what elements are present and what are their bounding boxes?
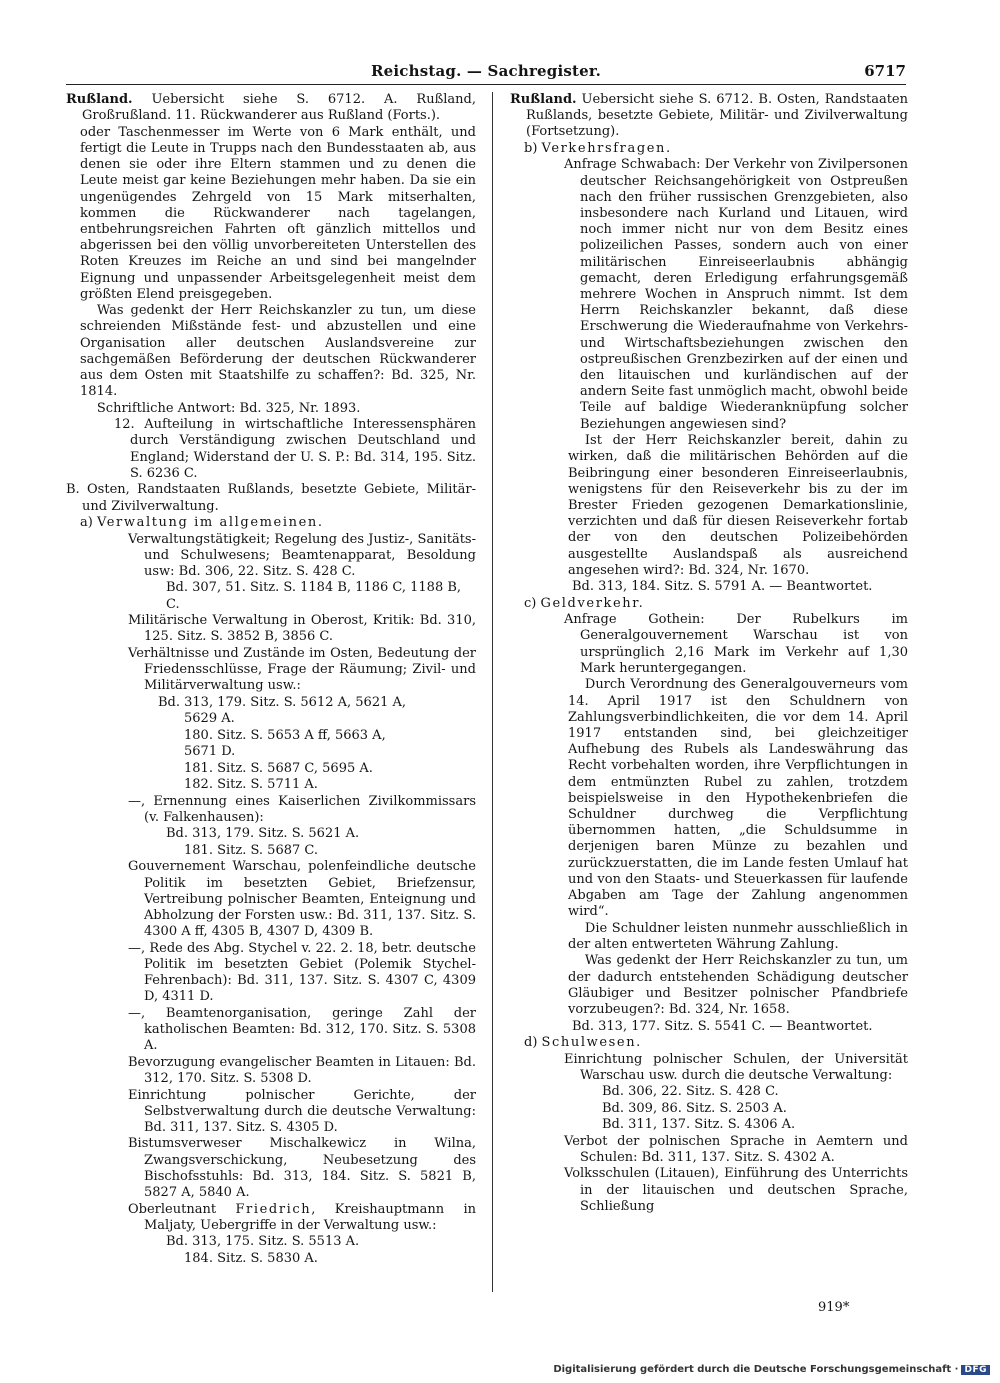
index-entry: 181. Sitz. S. 5687 C. (184, 842, 319, 858)
index-entry: Bistumsverweser Mischalkewicz in Wilna, Zwangsverschickung, Neubesetzung des Bischofsstuhls: Bd. 313, 184. Sitz. S. 5821 B, 5827 A, 5840 A. (128, 1136, 476, 1201)
page-number: 6717 (864, 62, 906, 80)
footer-text: Digitalisierung gefördert durch die Deutsche Forschungsgemeinschaft · (553, 1364, 959, 1375)
index-entry: 181. Sitz. S. 5687 C, 5695 A. (184, 760, 373, 776)
column-divider (492, 92, 493, 1292)
signature-mark: 919* (818, 1300, 850, 1315)
index-entry: Durch Verordnung des Generalgouverneurs vom 14. April 1917 ist den Schuldnern von Zahlungsverbindlichkeiten, die vor dem 14. April 1917 entstanden sind, bei gleichzeitiger Aufhebung des Rubels als Landeswährung das Recht vorbehalten worden, ihre Verpflichtungen in dem entmünzten Rubel zu zahlen, trotzdem beispielsweise in den Hypothekenbriefen die Schuldner durchweg die Verpflichtung übernommen hatten, „die Schuldsumme in derjenigen baren Münze zu bezahlen und zurückzuerstatten, die im Lande festen Umlauf hat und von den Staats- und Steuerkassen für laufende Abgaben am Tage der Zahlung angenommen wird“. (568, 677, 908, 920)
index-entry: Bd. 313, 175. Sitz. S. 5513 A. (166, 1234, 360, 1250)
index-entry: Militärische Verwaltung in Oberost, Kritik: Bd. 310, 125. Sitz. S. 3852 B, 3856 C. (128, 613, 476, 645)
index-entry: 182. Sitz. S. 5711 A. (184, 777, 318, 793)
index-entry: B. Osten, Randstaaten Rußlands, besetzte Gebiete, Militär- und Zivilverwaltung. (66, 482, 476, 514)
index-entry: Was gedenkt der Herr Reichskanzler zu tun, um diese schreienden Mißstände fest- und abzustellen und eine Organisation aller deutschen Auslandsvereine zur sachgemäßen Beförderung der deutschen Rückwanderer aus dem Osten mit Staatshilfe zu schaffen?: Bd. 325, Nr. 1814. (80, 303, 476, 400)
index-entry: c) Geldverkehr. (524, 595, 645, 611)
index-entry: Bd. 313, 179. Sitz. S. 5621 A. (166, 826, 360, 842)
index-entry: Volksschulen (Litauen), Einführung des Unterrichts in der litauischen und deutschen Sprache, Schließung (564, 1166, 908, 1214)
index-entry: Bd. 307, 51. Sitz. S. 1184 B, 1186 C, 1188 B, C. (166, 580, 462, 612)
index-entry: Oberleutnant Friedrich, Kreishauptmann in Maljaty, Uebergriffe in der Verwaltung usw.: (128, 1201, 477, 1233)
index-entry: Anfrage Schwabach: Der Verkehr von Zivilpersonen deutscher Reichsangehörigkeit von Ostpreußen nach den früher russischen Grenzgebieten, also insbesondere nach Kurland und Litauen, wird noch immer nicht nur von dem Besitz eines polizeilichen Passes, sondern auch von einer militärischen Einreiseerlaubnis abhängig gemacht, deren Erledigung erfahrungsgemäß mehrere Wochen in Anspruch nimmt. Ist dem Herrn Reichskanzler bekannt, daß diese Erschwerung die Wiederaufnahme von Verkehrs- und Wirtschaftsbeziehungen zwischen den ostpreußischen Grenzbezirken auf der einen und den litauischen und kurländischen auf der andern Seite fast unmöglich macht, obwohl beide Teile auf baldige Wiederanknüpfung solcher Beziehungen angewiesen sind? (564, 157, 908, 432)
index-entry: d) Schulwesen. (524, 1035, 642, 1051)
index-entry: Einrichtung polnischer Gerichte, der Selbstverwaltung durch die deutsche Verwaltung: Bd. 311, 137. Sitz. S. 4305 D. (128, 1087, 476, 1135)
index-entry: a) Verwaltung im allgemeinen. (80, 515, 324, 531)
index-entry: oder Taschenmesser im Werte von 6 Mark enthält, und fertigt die Leute in Trupps nach den Bundesstaaten ab, aus denen sie oder ihre Eltern stammen und zu denen die Leute meist gar keine Beziehungen mehr haben. Da sie ein ungenügendes Zehrgeld von 15 Mark mitserhalten, kommen die Rückwanderer nach tagelangen, entbehrungsreichen Fahrten oft gänzlich mittellos und abgerissen bei den völlig unvorbereiteten Unterstellen des Roten Kreuzes im Reiche an und sind bei mangelnder Eignung und unpassender Arbeitsgelegenheit meist dem größten Elend preisgegeben. (80, 124, 476, 302)
index-entry: —, Beamtenorganisation, geringe Zahl der katholischen Beamten: Bd. 312, 170. Sitz. S. 5308 A. (128, 1005, 476, 1054)
index-entry: 5671 D. (184, 744, 236, 760)
index-entry: Was gedenkt der Herr Reichskanzler zu tun, um der dadurch entstehenden Schädigung deutscher Gläubiger und Besitzer polnischer Pfandbriefe vorzubeugen?: Bd. 324, Nr. 1658. (568, 953, 908, 1018)
index-entry: Bd. 313, 184. Sitz. S. 5791 A. — Beantwortet. (572, 579, 873, 595)
running-header (66, 58, 906, 85)
index-entry: Verhältnisse und Zustände im Osten, Bedeutung der Friedensschlüsse, Frage der Räumung; Zivil- und Militärverwaltung usw.: (128, 645, 476, 694)
index-entry: Bd. 313, 179. Sitz. S. 5612 A, 5621 A, (158, 694, 407, 710)
index-entry: 184. Sitz. S. 5830 A. (184, 1250, 318, 1266)
index-entry: b) Verkehrsfragen. (524, 140, 672, 156)
index-entry: Anfrage Gothein: Der Rubelkurs im Generalgouvernement Warschau ist von ursprünglich 2,16 Mark im Verkehr auf 1,30 Mark heruntergegangen. (564, 612, 908, 676)
index-entry: Rußland. Uebersicht siehe S. 6712. B. Osten, Randstaaten Rußlands, besetzte Gebiete, Militär- und Zivilverwaltung (Fortsetzung). (510, 92, 908, 140)
index-entry: 180. Sitz. S. 5653 A ff, 5663 A, (184, 727, 386, 743)
index-entry: Die Schuldner leisten nunmehr ausschließlich in der alten entwerteten Währung Zahlung. (568, 920, 908, 952)
index-entry: Verwaltungstätigkeit; Regelung des Justiz-, Sanitäts- und Schulwesens; Beamtenapparat, Besoldung usw: Bd. 306, 22. Sitz. S. 428 C. (128, 531, 476, 579)
index-entry: —, Ernennung eines Kaiserlichen Zivilkommissars (v. Falkenhausen): (128, 793, 476, 825)
index-entry: Bd. 311, 137. Sitz. S. 4306 A. (602, 1117, 796, 1133)
right-column (510, 92, 908, 1215)
index-entry: Bd. 309, 86. Sitz. S. 2503 A. (602, 1100, 787, 1116)
index-entry: —, Rede des Abg. Stychel v. 22. 2. 18, betr. deutsche Politik im besetzten Gebiet (Polemik Stychel-Fehrenbach): Bd. 311, 137. Sitz. S. 4307 C, 4309 D, 4311 D. (128, 940, 476, 1005)
index-entry: 5629 A. (184, 711, 235, 727)
index-entry: Bd. 306, 22. Sitz. S. 428 C. (602, 1084, 779, 1100)
footer-credit (553, 1364, 990, 1375)
index-entry: Gouvernement Warschau, polenfeindliche deutsche Politik im besetzten Gebiet, Briefzensur, Vertreibung polnischer Beamten, Enteignung und Abholzung der Forsten usw.: Bd. 311, 137. Sitz. S. 4300 A ff, 4305 B, 4307 D, 4309 B. (128, 859, 476, 940)
index-entry: Bevorzugung evangelischer Beamten in Litauen: Bd. 312, 170. Sitz. S. 5308 D. (128, 1054, 476, 1087)
index-entry: Ist der Herr Reichskanzler bereit, dahin zu wirken, daß die militärischen Behörden auf die Beibringung einer besonderen Einreiseerlaubnis, wenigstens für den Reiseverkehr bis zu der im Brester Frieden gezogenen Demarkationslinie, verzichten und daß für diesen Reiseverkehr fortab der von den deutschen Polizeibehörden ausgestellte Auslandspaß als ausreichend angesehen wird?: Bd. 324, Nr. 1670. (568, 433, 908, 578)
index-entry: Einrichtung polnischer Schulen, der Universität Warschau usw. durch die deutsche Verwaltung: (564, 1051, 908, 1083)
index-entry: 12. Aufteilung in wirtschaftliche Interessensphären durch Verständigung zwischen Deutschland und England; Widerstand der U. S. P.: Bd. 314, 195. Sitz. S. 6236 C. (114, 417, 476, 481)
index-entry: Schriftliche Antwort: Bd. 325, Nr. 1893. (96, 400, 361, 416)
index-entry: Bd. 313, 177. Sitz. S. 5541 C. — Beantwortet. (572, 1018, 873, 1034)
index-entry: Verbot der polnischen Sprache in Aemtern und Schulen: Bd. 311, 137. Sitz. S. 4302 A. (564, 1133, 908, 1165)
index-entry: Rußland. Uebersicht siehe S. 6712. A. Rußland, Großrußland. 11. Rückwanderer aus Rußland (Forts.). (66, 92, 476, 124)
dfg-logo: DFG (961, 1365, 990, 1375)
header-title: Reichstag. — Sachregister. (370, 62, 602, 80)
left-column (66, 92, 476, 1267)
